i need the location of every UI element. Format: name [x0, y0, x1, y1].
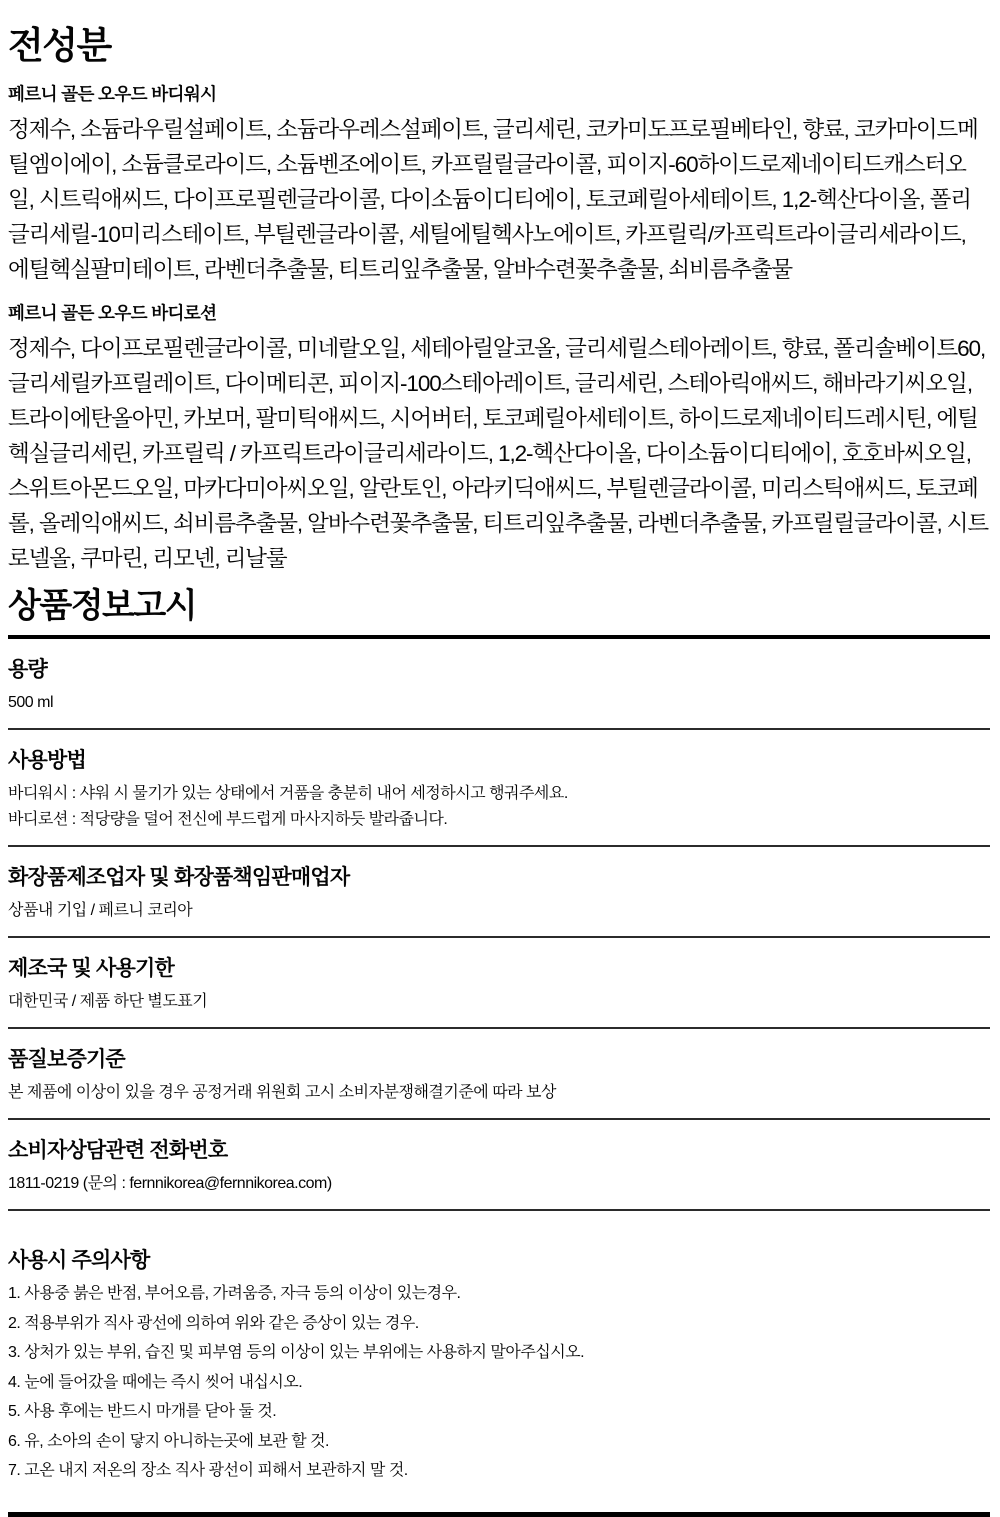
- info-row-label: 화장품제조업자 및 화장품책임판매업자: [8, 866, 350, 889]
- info-row-manufacturer: [8, 847, 990, 936]
- caution-item: 7. 고온 내지 저온의 장소 직사 광선이 피해서 보관하지 말 것.: [8, 1462, 408, 1479]
- caution-item: 1. 사용중 붉은 반점, 부어오름, 가려움증, 자극 등의 이상이 있는경우.: [8, 1285, 461, 1302]
- info-row-label: 품질보증기준: [8, 1048, 125, 1071]
- bodylotion-product-name: 페르니 골든 오우드 바디로션: [8, 303, 217, 323]
- bodylotion-ingredients-block: [8, 302, 990, 576]
- bodywash-ingredient-list: 정제수, 소듐라우릴설페이트, 소듐라우레스설페이트, 글리세린, 코카미도프로필베타인, 향료, 코카마이드메틸엠이에이, 소듐클로라이드, 소듐벤조에이트, 카프릴릴글라이콜, 피이지-60하이드로제네이티드캐스터오일, 시트릭애씨드, 다이프로필렌글라이콜, 다이소듐이디티에이, 토코페릴아세테이트, 1,2-헥산다이올, 폴리글리세릴-10미리스테이트, 부틸렌글라이콜, 세틸에틸헥사노에이트, 카프릴릭/카프릭트라이글리세라이드, 에틸헥실팔미테이트, 라벤더추출물, 티트리잎추출물, 알바수련꽃추출물, 쇠비름추출물: [8, 117, 978, 282]
- info-row-value: 바디로션 : 적당량을 덜어 전신에 부드럽게 마사지하듯 발라줍니다.: [8, 811, 448, 828]
- info-row-country-expiry: [8, 938, 990, 1027]
- info-row-label: 사용방법: [8, 749, 86, 772]
- caution-item: 2. 적용부위가 직사 광선에 의하여 위와 같은 증상이 있는 경우.: [8, 1314, 419, 1332]
- bodywash-product-name: 페르니 골든 오우드 바디워시: [8, 84, 217, 104]
- info-row-usage: [8, 730, 990, 845]
- caution-item: 5. 사용 후에는 반드시 마개를 닫아 둘 것.: [8, 1403, 277, 1420]
- caution-section: [8, 1249, 990, 1517]
- caution-list: [8, 1279, 990, 1486]
- bodylotion-ingredient-list: 정제수, 다이프로필렌글라이콜, 미네랄오일, 세테아릴알코올, 글리세릴스테아레이트, 향료, 폴리솔베이트60, 글리세릴카프릴레이트, 다이메티콘, 피이지-100스테아레이트, 글리세린, 스테아릭애씨드, 해바라기씨오일, 트라이에탄올아민, 카보머, 팔미틱애씨드, 시어버터, 토코페릴아세테이트, 하이드로제네이티드레시틴, 에틸헥실글리세린, 카프릴릭 / 카프릭트라이글리세라이드, 1,2-헥산다이올, 다이소듐이디티에이, 호호바씨오일, 스위트아몬드오일, 마카다미아씨오일, 알란토인, 아라키딕애씨드, 부틸렌글라이콜, 미리스틱애씨드, 토코페롤, 올레익애씨드, 쇠비름추출물, 알바수련꽃추출물, 티트리잎추출물, 라벤더추출물, 카프릴릴글라이콜, 시트로넬올, 쿠마린, 리모넨, 리날룰: [8, 336, 989, 571]
- caution-item: 3. 상처가 있는 부위, 습진 및 피부염 등의 이상이 있는 부위에는 사용하지 말아주십시오.: [8, 1344, 585, 1361]
- info-row-label: 제조국 및 사용기한: [8, 957, 174, 980]
- caution-item: 6. 유, 소아의 손이 닿지 아니하는곳에 보관 할 것.: [8, 1432, 330, 1450]
- caution-title: 사용시 주의사항: [8, 1249, 150, 1272]
- info-row-customer-service: [8, 1120, 990, 1209]
- info-row-quality-guarantee: [8, 1029, 990, 1118]
- bodywash-ingredients-block: [8, 83, 990, 287]
- divider-thin: [8, 1209, 990, 1211]
- caution-item: 4. 눈에 들어갔을 때에는 즉시 씻어 내십시오.: [8, 1373, 303, 1391]
- product-info-section: [8, 586, 990, 1211]
- divider-thick-bottom: [8, 1512, 990, 1517]
- info-row-value: 500 ml: [8, 694, 54, 711]
- info-row-value: 대한민국 / 제품 하단 별도표기: [8, 993, 208, 1010]
- info-row-phone-email: 1811-0219 (문의 : fernnikorea@fernnikorea.com): [8, 1175, 332, 1192]
- ingredients-title: 전성분: [8, 25, 111, 66]
- ingredients-section: [8, 24, 990, 576]
- product-info-title: 상품정보고시: [8, 587, 197, 625]
- info-row-value: 상품내 기입 / 페르니 코리아: [8, 902, 193, 919]
- info-row-value: 바디워시 : 샤워 시 물기가 있는 상태에서 거품을 충분히 내어 세정하시고 행궈주세요.: [8, 785, 568, 802]
- info-row-label: 용량: [8, 658, 47, 681]
- info-row-value: 본 제품에 이상이 있을 경우 공정거래 위원회 고시 소비자분쟁해결기준에 따라 보상: [8, 1084, 556, 1101]
- info-row-capacity: [8, 639, 990, 728]
- info-row-label: 소비자상담관련 전화번호: [8, 1139, 228, 1162]
